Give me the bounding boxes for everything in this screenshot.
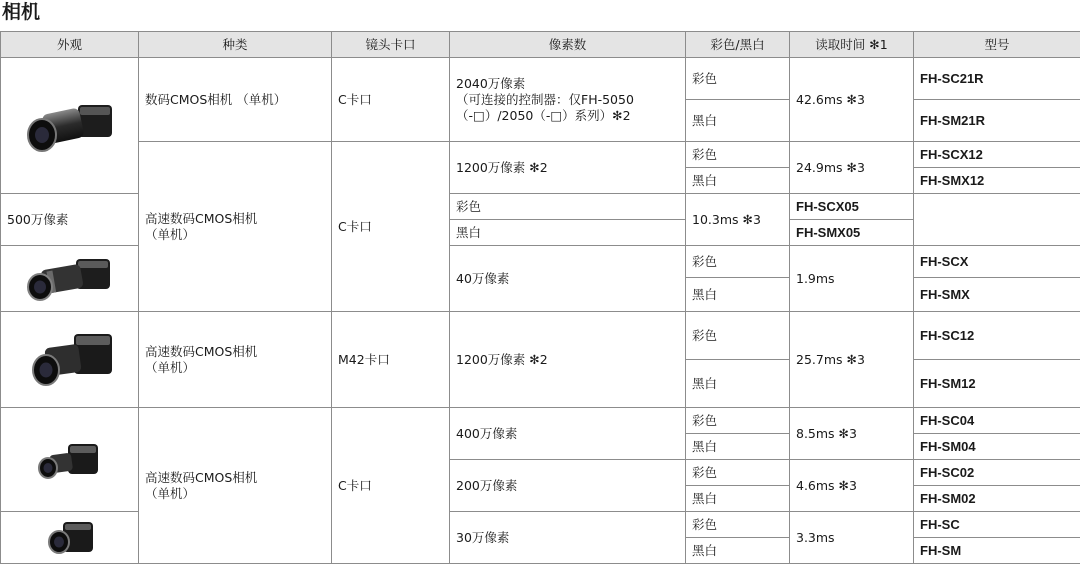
header-row bbox=[1, 32, 1080, 58]
color-label: 彩色 bbox=[686, 512, 790, 538]
pixel-count: 40万像素 bbox=[450, 246, 686, 312]
lens-mount: C卡口 bbox=[332, 142, 450, 312]
color-label: 彩色 bbox=[686, 142, 790, 168]
product-photo bbox=[1, 58, 139, 194]
table-row bbox=[1, 142, 1080, 168]
product-photo bbox=[1, 408, 139, 512]
model-number: FH-SCX bbox=[914, 246, 1080, 278]
header-appearance: 外观 bbox=[1, 32, 139, 58]
product-photo bbox=[1, 246, 139, 312]
table-row bbox=[1, 408, 1080, 434]
model-number: FH-SM bbox=[914, 538, 1080, 564]
lens-mount: C卡口 bbox=[332, 58, 450, 142]
pixel-count: 1200万像素 ✻2 bbox=[450, 312, 686, 408]
header-pixels: 像素数 bbox=[450, 32, 686, 58]
mono-label: 黑白 bbox=[686, 168, 790, 194]
model-number: FH-SCX12 bbox=[914, 142, 1080, 168]
camera-spec-table bbox=[0, 31, 1080, 564]
camera-small-lens-icon bbox=[30, 432, 110, 488]
header-color-mono: 彩色/黑白 bbox=[686, 32, 790, 58]
pixel-count: 2040万像素 （可连接的控制器：仅FH-5050 （-□）/2050（-□）系列）✻2 bbox=[450, 58, 686, 142]
read-time: 8.5ms ✻3 bbox=[790, 408, 914, 460]
pixel-count: 30万像素 bbox=[450, 512, 686, 564]
model-number: FH-SC12 bbox=[914, 312, 1080, 360]
header-read-time: 读取时间 ✻1 bbox=[790, 32, 914, 58]
mono-label: 黑白 bbox=[686, 278, 790, 312]
model-number: FH-SC04 bbox=[914, 408, 1080, 434]
model-number: FH-SC21R bbox=[914, 58, 1080, 100]
mono-label: 黑白 bbox=[450, 220, 686, 246]
read-time: 25.7ms ✻3 bbox=[790, 312, 914, 408]
model-number: FH-SMX05 bbox=[790, 220, 914, 246]
pixel-count: 400万像素 bbox=[450, 408, 686, 460]
camera-large-body-icon bbox=[22, 324, 118, 396]
read-time: 42.6ms ✻3 bbox=[790, 58, 914, 142]
header-model: 型号 bbox=[914, 32, 1080, 58]
pixel-count: 200万像素 bbox=[450, 460, 686, 512]
color-label: 彩色 bbox=[686, 408, 790, 434]
mono-label: 黑白 bbox=[686, 360, 790, 408]
read-time: 3.3ms bbox=[790, 512, 914, 564]
header-type: 种类 bbox=[139, 32, 332, 58]
model-number: FH-SM02 bbox=[914, 486, 1080, 512]
model-number: FH-SCX05 bbox=[790, 194, 914, 220]
camera-long-lens-icon bbox=[22, 251, 118, 307]
mono-label: 黑白 bbox=[686, 486, 790, 512]
model-number: FH-SC02 bbox=[914, 460, 1080, 486]
camera-compact-icon bbox=[35, 514, 105, 562]
camera-type: 高速数码CMOS相机 （单机） bbox=[139, 312, 332, 408]
model-number: FH-SMX12 bbox=[914, 168, 1080, 194]
read-time: 4.6ms ✻3 bbox=[790, 460, 914, 512]
model-number: FH-SC bbox=[914, 512, 1080, 538]
mono-label: 黑白 bbox=[686, 100, 790, 142]
color-label: 彩色 bbox=[686, 312, 790, 360]
header-lens-mount: 镜头卡口 bbox=[332, 32, 450, 58]
page-title: 相机 bbox=[2, 1, 41, 23]
color-label: 彩色 bbox=[686, 460, 790, 486]
color-label: 彩色 bbox=[450, 194, 686, 220]
mono-label: 黑白 bbox=[686, 538, 790, 564]
mono-label: 黑白 bbox=[686, 434, 790, 460]
model-number: FH-SM04 bbox=[914, 434, 1080, 460]
pixel-count: 500万像素 bbox=[1, 194, 139, 246]
lens-mount: M42卡口 bbox=[332, 312, 450, 408]
pixel-count: 1200万像素 ✻2 bbox=[450, 142, 686, 194]
model-number: FH-SM21R bbox=[914, 100, 1080, 142]
camera-long-lens-icon bbox=[20, 91, 120, 161]
product-photo bbox=[1, 512, 139, 564]
color-label: 彩色 bbox=[686, 246, 790, 278]
camera-type: 高速数码CMOS相机 （单机） bbox=[139, 408, 332, 564]
model-number: FH-SMX bbox=[914, 278, 1080, 312]
product-photo bbox=[1, 312, 139, 408]
read-time: 24.9ms ✻3 bbox=[790, 142, 914, 194]
lens-mount: C卡口 bbox=[332, 408, 450, 564]
table-row bbox=[1, 58, 1080, 100]
camera-type: 数码CMOS相机 （单机） bbox=[139, 58, 332, 142]
camera-type: 高速数码CMOS相机 （单机） bbox=[139, 142, 332, 312]
table-row bbox=[1, 312, 1080, 360]
color-label: 彩色 bbox=[686, 58, 790, 100]
model-number: FH-SM12 bbox=[914, 360, 1080, 408]
read-time: 1.9ms bbox=[790, 246, 914, 312]
read-time: 10.3ms ✻3 bbox=[686, 194, 790, 246]
